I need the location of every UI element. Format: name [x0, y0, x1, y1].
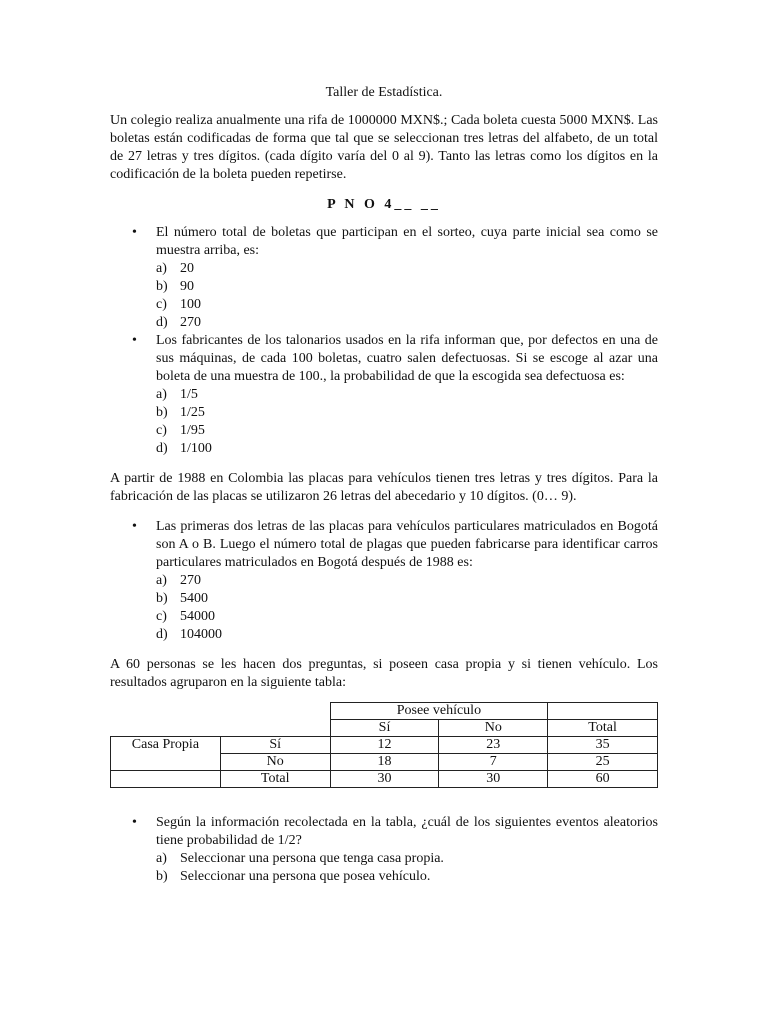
question-1: [110, 224, 658, 332]
cell-si: 12: [330, 737, 439, 754]
row-label: No: [220, 754, 330, 771]
option: a) 270: [156, 573, 201, 588]
question-3-text: Las primeras dos letras de las placas para vehículos particulares matriculados en Bogotá son A o B. Luego el número total de plagas que pueden fabricarse para identificar carros particulares matriculados en Bogotá después de 1988 es:: [156, 519, 658, 570]
survey-paragraph: A 60 personas se les hacen dos preguntas, si poseen casa propia y si tienen vehículo. Los resultados agruparon en la siguiente tabla:: [110, 657, 658, 690]
option: a) Seleccionar una persona que tenga casa propia.: [156, 851, 444, 866]
option: c) 100: [156, 297, 201, 312]
header-group-cell: Posee vehículo: [330, 703, 548, 720]
cell-si: 30: [330, 771, 439, 788]
option: c) 54000: [156, 609, 215, 624]
option: b) Seleccionar una persona que posea vehículo.: [156, 869, 431, 884]
row-label: Sí: [220, 737, 330, 754]
option: c) 1/95: [156, 423, 205, 438]
placas-paragraph: A partir de 1988 en Colombia las placas para vehículos tienen tres letras y tres dígitos. Para la fabricación de las placas se utilizaron 26 letras del abecedario y 10 dígitos. (0… 9).: [110, 471, 658, 504]
table-subheader-row: [111, 720, 658, 737]
option: b) 5400: [156, 591, 208, 606]
cell-no: 30: [439, 771, 548, 788]
option: a) 20: [156, 261, 194, 276]
table-header-row: [111, 703, 658, 720]
option: d) 270: [156, 315, 201, 330]
row-group-cell: Casa Propia: [111, 737, 221, 771]
question-4-text: Según la información recolectada en la tabla, ¿cuál de los siguientes eventos aleatorios tiene probabilidad de 1/2?: [156, 815, 658, 848]
table-row: [111, 771, 658, 788]
cell-si: 18: [330, 754, 439, 771]
document-content: [110, 84, 658, 886]
question-3-options: [156, 572, 658, 644]
question-4-options: [156, 850, 658, 886]
cell-total: 25: [548, 754, 658, 771]
option: a) 1/5: [156, 387, 198, 402]
header-empty-cell: [548, 703, 658, 720]
row-label: Total: [220, 771, 330, 788]
question-3: [110, 518, 658, 644]
header-si: Sí: [330, 720, 439, 737]
document-title: Taller de Estadística.: [325, 85, 443, 100]
table-row: [111, 737, 658, 754]
option: d) 104000: [156, 627, 222, 642]
question-2: [110, 332, 658, 458]
question-list-1: [110, 224, 658, 458]
cell-no: 7: [439, 754, 548, 771]
question-2-text: Los fabricantes de los talonarios usados en la rifa informan que, por defectos en una de sus máquinas, de cada 100 boletas, cuatro salen defectuosas. Si se escoge al azar una boleta de una muestra de 100., la probabilidad de que la escogida sea defectuosa es:: [156, 333, 658, 384]
option: b) 1/25: [156, 405, 205, 420]
question-1-options: [156, 260, 658, 332]
intro-paragraph: Un colegio realiza anualmente una rifa de 1000000 MXN$.; Cada boleta cuesta 5000 MXN$. Las boletas están codificadas de forma que tal que se seleccionan tres letras del alfabeto, de un total de 27 letras y tres dígitos. (cada dígito varía del 0 al 9). Tanto las letras como los dígitos en la codificación de la boleta pueden repetirse.: [110, 113, 658, 182]
question-list-2: [110, 518, 658, 644]
option: d) 1/100: [156, 441, 212, 456]
ticket-code: P N O 4__ __: [327, 197, 441, 212]
survey-table: [110, 702, 658, 788]
question-list-3: [110, 814, 658, 886]
header-total: Total: [548, 720, 658, 737]
cell-total: 60: [548, 771, 658, 788]
cell-total: 35: [548, 737, 658, 754]
option: b) 90: [156, 279, 194, 294]
cell-no: 23: [439, 737, 548, 754]
header-no: No: [439, 720, 548, 737]
question-2-options: [156, 386, 658, 458]
question-1-text: El número total de boletas que participan en el sorteo, cuya parte inicial sea como se muestra arriba, es:: [156, 225, 658, 258]
question-4: [110, 814, 658, 886]
